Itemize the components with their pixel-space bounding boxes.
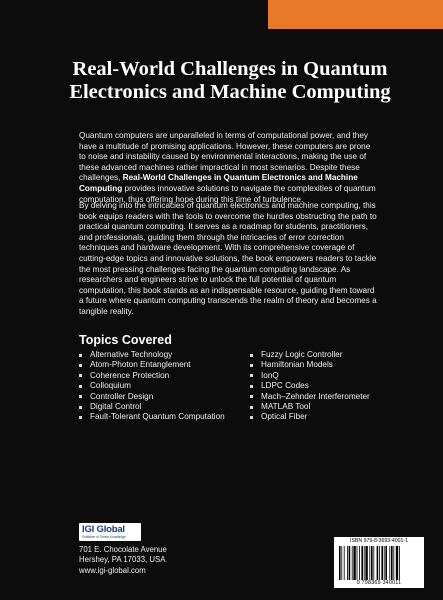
accent-bar (268, 0, 443, 29)
address-line: 701 E. Chocolate Avenue (79, 545, 167, 554)
barcode-bar (357, 546, 358, 580)
barcode-bar (349, 546, 351, 580)
topic-item: Hamiltonian Models (250, 360, 370, 370)
barcode-bar (391, 546, 393, 580)
description-paragraph-1 (79, 131, 379, 205)
publisher-logo (79, 523, 141, 541)
isbn-barcode-box (334, 537, 424, 588)
website-link[interactable]: www.igi-global.com (79, 565, 146, 575)
barcode-bar (353, 546, 355, 580)
isbn-label: ISBN 979-8-3693-4001-1 (350, 538, 408, 544)
topic-item: LDPC Codes (250, 381, 370, 391)
barcode-bar (359, 546, 360, 580)
topic-item: Controller Design (79, 392, 225, 402)
barcode-bar (389, 546, 390, 580)
barcode-bar (364, 546, 365, 580)
barcode-bar (341, 546, 342, 580)
logo-tagline: Publisher of Timely Knowledge (82, 535, 126, 539)
topic-item: Alternative Technology (79, 350, 225, 360)
barcode-bar (339, 546, 341, 580)
topic-item: Mach–Zehnder Interferometer (250, 392, 370, 402)
topic-item: Colloquium (79, 381, 225, 391)
title-line: Real-World Challenges in Quantum (72, 58, 388, 80)
paragraph-text: provides innovative solutions to navigate the complexities of quantum computation, thus offering hope during this time of turbulence. (79, 183, 376, 204)
barcode-digits: 9 798369 340011 (356, 580, 402, 586)
barcode-image (338, 546, 420, 580)
barcode-bar (385, 546, 387, 580)
topic-item: Atom-Photon Entanglement (79, 360, 225, 370)
paragraph-text: Quantum computers are unparalleled in terms of computational power, and they have a multitude of promising applications. However, these computers are prone to noise and instability caused by environmental interactions, making the use of these advanced machines rather impractical in most scenarios. Despite these challenges, (79, 131, 371, 183)
topic-item: Coherence Protection (79, 371, 225, 381)
barcode-bar (384, 546, 385, 580)
title-line: Electronics and Machine Computing (69, 81, 391, 103)
topic-item: IonQ (250, 371, 370, 381)
book-title (40, 58, 420, 104)
topic-item: Fault-Tolerant Quantum Computation (79, 412, 225, 422)
top-band (0, 0, 443, 40)
publisher-address (79, 545, 167, 576)
barcode-bar (381, 546, 383, 580)
barcode-bar (344, 546, 345, 580)
topics-list-left (79, 350, 225, 423)
barcode-bar (396, 546, 398, 580)
topics-list-right (250, 350, 370, 423)
barcode-bar (377, 546, 379, 580)
address-line: Hershey, PA 17033, USA (79, 555, 166, 565)
topic-item: Fuzzy Logic Controller (250, 350, 370, 360)
description-paragraph-2: By delving into the intricacies of quantum electronics and machine computing, this book equips readers with the tools to overcome the hurdles obstructing the path to practical quantum computing. It serves as a roadmap for students, practitioners, and professionals, guiding them through the intricacies of error correction techniques and hardware development. With its comprehensive coverage of cutting-edge topics and innovative solutions, the book empowers readers to tackle the most pressing challenges facing the quantum computing landscape. As researchers and engineers strive to unlock the full potential of quantum computation, this book stands as an indispensable resource, guiding them toward a future where quantum computing transcends the realm of theory and becomes a tangible reality. (79, 201, 377, 316)
barcode-bar (352, 546, 353, 580)
barcode-bar (399, 546, 400, 580)
barcode-bar (347, 546, 348, 580)
barcode-bar (365, 546, 367, 580)
barcode-bar (371, 546, 373, 580)
barcode-bar (393, 546, 394, 580)
paragraph-emphasis: Real-World Challenges in Quantum Electronics and Machine Computing (79, 173, 358, 193)
barcode-bar (373, 546, 374, 580)
topics-heading: Topics Covered (79, 333, 172, 347)
barcode-bar (361, 546, 363, 580)
topic-item: Optical Fiber (250, 412, 370, 422)
logo-text: IGI Global (82, 524, 125, 535)
barcode-bar (379, 546, 380, 580)
topic-item: Digital Control (79, 402, 225, 412)
topic-item: MATLAB Tool (250, 402, 370, 412)
barcode-bar (369, 546, 370, 580)
